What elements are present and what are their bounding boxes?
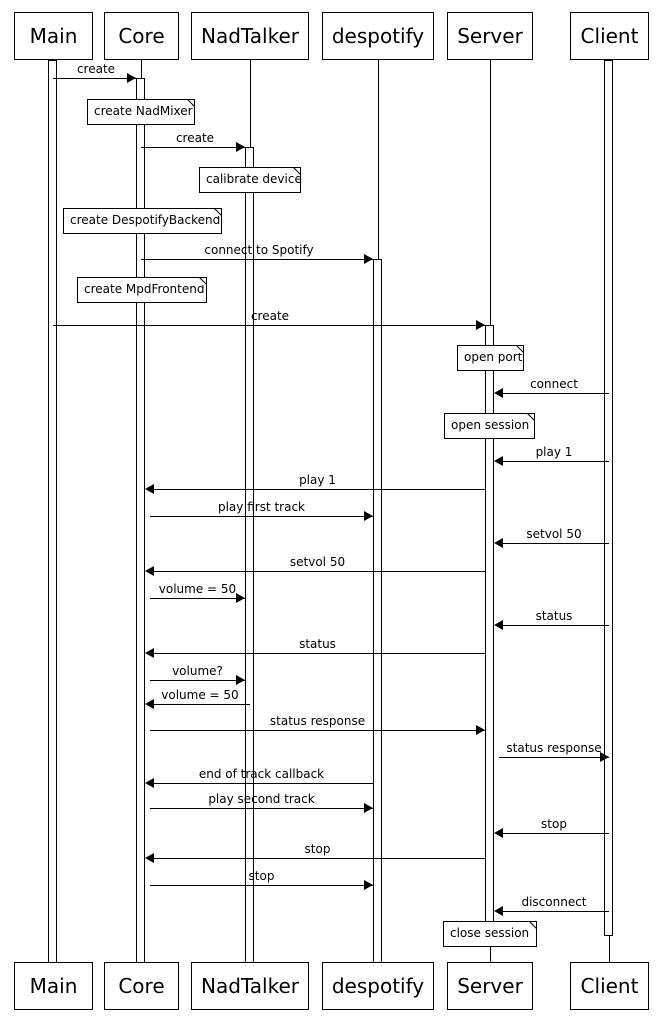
- note-label-calibrate-device: calibrate device: [206, 172, 302, 186]
- participant-label-despotify-bottom: despotify: [331, 974, 425, 998]
- message-line-connect: [499, 393, 609, 394]
- message-label-play-second-track: play second track: [208, 792, 315, 806]
- note-label-create-nadmixer: create NadMixer: [94, 104, 193, 118]
- note-open-port: [457, 345, 524, 371]
- message-label-stop-core: stop: [304, 842, 331, 856]
- note-dogear-line-icon: [197, 277, 207, 287]
- participant-box-despotify-top[interactable]: [322, 12, 434, 60]
- message-label-play-1-client: play 1: [535, 445, 573, 459]
- participant-label-client-bottom: Client: [580, 974, 639, 998]
- message-line-status-core: [150, 653, 485, 654]
- message-label-volume-query: volume?: [172, 664, 223, 678]
- message-label-stop-client: stop: [541, 817, 567, 831]
- message-label-play-1-core: play 1: [299, 473, 336, 487]
- participant-label-server-bottom: Server: [457, 974, 523, 998]
- participant-label-core-bottom: Core: [118, 974, 165, 998]
- note-dogear-line-icon: [525, 413, 535, 423]
- note-label-open-session: open session: [451, 418, 530, 432]
- arrowhead-create-server: [476, 320, 485, 330]
- note-label-close-session: close session: [450, 926, 530, 940]
- message-line-create-nadtalker: [141, 147, 245, 148]
- message-line-create-server: [53, 325, 485, 326]
- message-line-stop-client: [499, 833, 609, 834]
- note-dogear-line-icon: [527, 921, 537, 931]
- message-line-play-1-core: [150, 489, 485, 490]
- message-label-create-server: create: [250, 309, 290, 323]
- participant-box-main-bottom[interactable]: [14, 962, 93, 1010]
- note-dogear-line-icon: [212, 208, 222, 218]
- message-line-volume-set-50: [150, 598, 245, 599]
- activation-main: [48, 60, 57, 963]
- note-close-session: [443, 921, 537, 947]
- participant-box-server-top[interactable]: [447, 12, 533, 60]
- participant-box-despotify-bottom[interactable]: [322, 962, 434, 1010]
- message-label-create-nadtalker: create: [175, 131, 215, 145]
- note-create-mpdfrontend: [77, 277, 207, 303]
- message-line-setvol-50-client: [499, 543, 609, 544]
- participant-label-despotify-top: despotify: [331, 24, 425, 48]
- participant-box-nadtalker-bottom[interactable]: [191, 962, 309, 1010]
- message-label-volume-reply-50: volume = 50: [161, 688, 239, 702]
- note-dogear-line-icon: [514, 345, 524, 355]
- message-line-volume-query: [150, 680, 245, 681]
- message-label-create-core: create: [76, 62, 116, 76]
- message-label-setvol-50-client: setvol 50: [526, 527, 582, 541]
- message-label-volume-set-50: volume = 50: [158, 582, 237, 596]
- message-line-stop-core: [150, 858, 485, 859]
- participant-box-core-top[interactable]: [104, 12, 179, 60]
- message-label-connect: connect: [530, 377, 578, 391]
- note-label-create-despotifybackend: create DespotifyBackend: [70, 213, 221, 227]
- activation-client: [604, 60, 613, 936]
- participant-box-nadtalker-top[interactable]: [191, 12, 309, 60]
- message-label-setvol-50-core: setvol 50: [289, 555, 346, 569]
- note-label-create-mpdfrontend: create MpdFrontend: [84, 282, 205, 296]
- message-line-end-of-track-callback: [150, 783, 373, 784]
- note-create-nadmixer: [87, 99, 195, 125]
- message-line-status-client: [499, 625, 609, 626]
- participant-label-core-top: Core: [118, 24, 165, 48]
- note-dogear-line-icon: [185, 99, 195, 109]
- note-open-session: [444, 413, 535, 439]
- participant-box-client-top[interactable]: [570, 12, 649, 60]
- participant-box-client-bottom[interactable]: [570, 962, 649, 1010]
- message-label-status-response-client: status response: [506, 741, 602, 755]
- participant-label-main-top: Main: [29, 24, 78, 48]
- participant-box-server-bottom[interactable]: [447, 962, 533, 1010]
- participant-label-nadtalker-bottom: NadTalker: [200, 974, 300, 998]
- participant-label-server-top: Server: [457, 24, 523, 48]
- message-line-stop-despotify: [150, 885, 373, 886]
- participant-label-nadtalker-top: NadTalker: [200, 24, 300, 48]
- participant-box-main-top[interactable]: [14, 12, 93, 60]
- message-label-disconnect: disconnect: [521, 895, 587, 909]
- note-calibrate-device: [199, 167, 301, 193]
- message-line-disconnect: [499, 911, 609, 912]
- message-line-status-response-client: [499, 757, 609, 758]
- message-label-play-first-track: play first track: [217, 500, 306, 514]
- message-line-create-core: [53, 78, 136, 79]
- note-dogear-line-icon: [291, 167, 301, 177]
- message-label-stop-despotify: stop: [248, 869, 275, 883]
- message-line-setvol-50-core: [150, 571, 485, 572]
- message-label-connect-to-spotify: connect to Spotify: [204, 243, 314, 257]
- message-line-play-first-track: [150, 516, 373, 517]
- message-line-connect-to-spotify: [141, 259, 373, 260]
- message-label-end-of-track-callback: end of track callback: [198, 767, 325, 781]
- message-line-play-second-track: [150, 808, 373, 809]
- participant-label-client-top: Client: [580, 24, 639, 48]
- message-line-play-1-client: [499, 461, 609, 462]
- message-label-status-response-server: status response: [269, 714, 366, 728]
- participant-label-main-bottom: Main: [29, 974, 78, 998]
- participant-box-core-bottom[interactable]: [104, 962, 179, 1010]
- message-line-status-response-server: [150, 730, 485, 731]
- message-label-status-client: status: [535, 609, 573, 623]
- note-create-despotifybackend: [63, 208, 222, 234]
- note-label-open-port: open port: [464, 350, 523, 364]
- message-label-status-core: status: [299, 637, 336, 651]
- message-line-volume-reply-50: [150, 704, 250, 705]
